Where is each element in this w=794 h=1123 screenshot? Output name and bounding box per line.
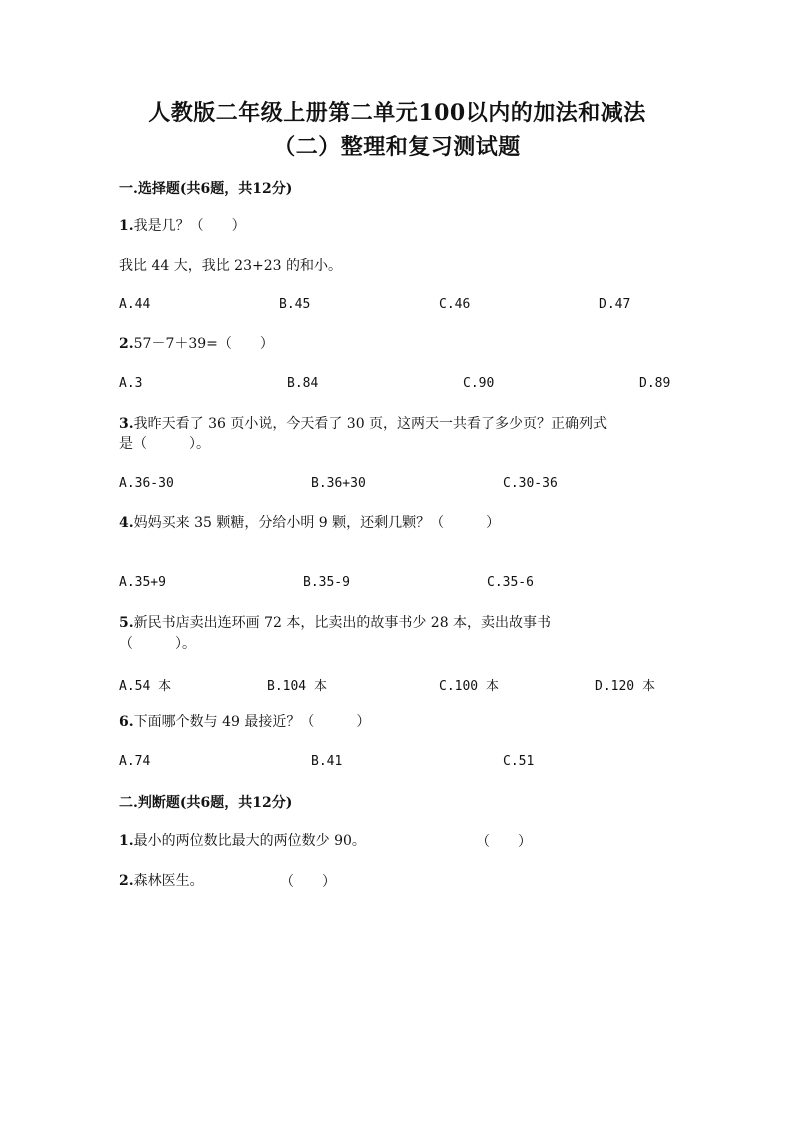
option-unit: 本 xyxy=(313,679,327,694)
question-2-option-d[interactable]: D.89 xyxy=(639,376,671,391)
option-value: A.54 xyxy=(119,679,151,694)
option-value: B.104 xyxy=(267,679,307,694)
question-4-option-c[interactable]: C.35-6 xyxy=(487,575,534,590)
question-1-option-c[interactable]: C.46 xyxy=(439,297,471,312)
question-3-continuation: 是（ ）。 xyxy=(119,436,210,452)
question-2 xyxy=(119,334,274,354)
question-5-option-b[interactable] xyxy=(267,675,327,694)
question-text: 下面哪个数与 49 最接近？（ ） xyxy=(133,714,371,730)
question-number: 2. xyxy=(119,336,134,352)
option-unit: 本 xyxy=(485,679,499,694)
question-number: 1. xyxy=(119,218,134,234)
question-1 xyxy=(119,216,246,236)
question-5-continuation: （ ）。 xyxy=(119,636,196,652)
question-6-option-a[interactable]: A.74 xyxy=(119,754,151,769)
question-1-option-a[interactable]: A.44 xyxy=(119,297,151,312)
question-text: 我昨天看了 36 页小说，今天看了 30 页，这两天一共看了多少页？正确列式 xyxy=(133,416,608,432)
section-heading-true-false: 二.判断题(共6题，共12分) xyxy=(119,795,293,811)
question-4-option-b[interactable]: B.35-9 xyxy=(303,575,350,590)
question-text: 57－7＋39=（ ） xyxy=(133,336,274,352)
question-5-option-a[interactable] xyxy=(119,675,171,694)
question-6 xyxy=(119,712,370,732)
option-unit: 本 xyxy=(641,679,655,694)
question-number: 1. xyxy=(119,833,134,849)
question-4 xyxy=(119,513,500,533)
question-3 xyxy=(119,414,607,434)
question-5-option-d[interactable] xyxy=(595,675,655,694)
question-number: 3. xyxy=(119,416,134,432)
question-number: 6. xyxy=(119,714,134,730)
question-5 xyxy=(119,613,551,633)
question-text: 新民书店卖出连环画 72 本，比卖出的故事书少 28 本，卖出故事书 xyxy=(133,615,552,631)
page-title-line-2: （二）整理和复习测试题 xyxy=(273,134,521,160)
page-title-line-1: 人教版二年级上册第二单元100以内的加法和减法 xyxy=(148,100,646,126)
option-value: C.100 xyxy=(439,679,479,694)
judgement-question-1 xyxy=(119,831,366,851)
question-3-option-b[interactable]: B.36+30 xyxy=(311,476,366,491)
question-number: 5. xyxy=(119,615,134,631)
question-6-option-b[interactable]: B.41 xyxy=(311,754,343,769)
question-2-option-c[interactable]: C.90 xyxy=(463,376,495,391)
question-text: 我是几？（ ） xyxy=(133,218,246,234)
question-1-option-b[interactable]: B.45 xyxy=(279,297,311,312)
option-value: D.120 xyxy=(595,679,635,694)
judgement-2-answer-blank[interactable]: （ ） xyxy=(280,874,336,890)
question-1-hint: 我比 44 大，我比 23+23 的和小。 xyxy=(119,258,342,274)
question-6-option-c[interactable]: C.51 xyxy=(503,754,535,769)
question-3-option-a[interactable]: A.36-30 xyxy=(119,476,174,491)
judgement-1-answer-blank[interactable]: （ ） xyxy=(476,834,532,850)
question-2-option-b[interactable]: B.84 xyxy=(287,376,319,391)
question-2-option-a[interactable]: A.3 xyxy=(119,376,143,391)
section-heading-multiple-choice: 一.选择题(共6题，共12分) xyxy=(119,181,293,197)
question-3-option-c[interactable]: C.30-36 xyxy=(503,476,558,491)
question-text: 森林医生。 xyxy=(133,873,204,889)
question-text: 最小的两位数比最大的两位数少 90。 xyxy=(133,833,366,849)
question-1-option-d[interactable]: D.47 xyxy=(599,297,631,312)
question-4-option-a[interactable]: A.35+9 xyxy=(119,575,166,590)
question-text: 妈妈买来 35 颗糖，分给小明 9 颗，还剩几颗？（ ） xyxy=(133,515,501,531)
option-unit: 本 xyxy=(158,679,172,694)
judgement-question-2 xyxy=(119,871,204,891)
question-number: 2. xyxy=(119,873,134,889)
question-5-option-c[interactable] xyxy=(439,675,499,694)
question-number: 4. xyxy=(119,515,134,531)
